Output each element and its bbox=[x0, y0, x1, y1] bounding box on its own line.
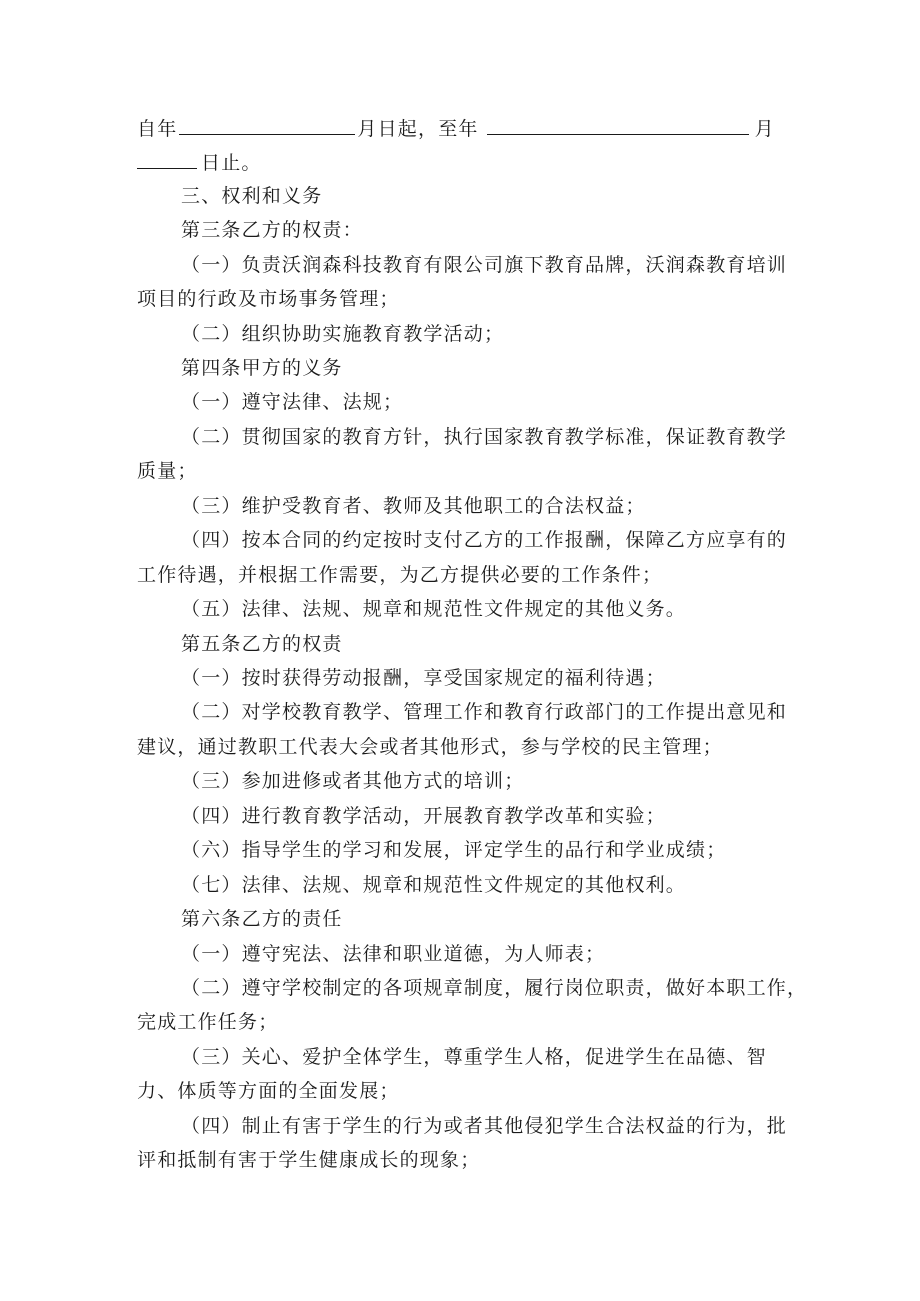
clause-text: （一）负责沃润森科技教育有限公司旗下教育品牌，沃润森教育培训 bbox=[181, 254, 788, 276]
term-line bbox=[137, 116, 775, 141]
clause-text: （二）遵守学校制定的各项规章制度，履行岗位职责，做好本职工作， bbox=[181, 977, 808, 999]
clause-text: （一）遵守宪法、法律和职业道德，为人师表； bbox=[181, 943, 606, 965]
clause-text: （三）关心、爱护全体学生，尊重学生人格，促进学生在品德、智 bbox=[181, 1046, 767, 1068]
clause-text: （一）遵守法律、法规； bbox=[181, 391, 404, 413]
clause-text: （三）维护受教育者、教师及其他职工的合法权益； bbox=[181, 495, 646, 517]
from-year-text: 自年 bbox=[137, 118, 178, 140]
article-heading: 第六条乙方的责任 bbox=[181, 908, 343, 930]
clause-text: （二）对学校教育教学、管理工作和教育行政部门的工作提出意见和 bbox=[181, 701, 788, 723]
clause-text: （一）按时获得劳动报酬，享受国家规定的福利待遇； bbox=[181, 667, 666, 689]
month-day-from-text: 月日起，至年 bbox=[357, 118, 479, 140]
article-heading: 第四条甲方的义务 bbox=[181, 357, 343, 379]
clause-text: 完成工作任务； bbox=[137, 1011, 279, 1033]
month-text: 月 bbox=[754, 118, 775, 140]
clause-text: （三）参加进修或者其他方式的培训； bbox=[181, 770, 525, 792]
end-day-blank[interactable] bbox=[137, 150, 197, 169]
clause-text: （四）制止有害于学生的行为或者其他侵犯学生合法权益的行为，批 bbox=[181, 1115, 788, 1137]
clause-text: （二）贯彻国家的教育方针，执行国家教育教学标准，保证教育教学 bbox=[181, 426, 788, 448]
clause-text: 建议，通过教职工代表大会或者其他形式，参与学校的民主管理； bbox=[137, 736, 723, 758]
article-heading: 第三条乙方的权责： bbox=[181, 219, 363, 241]
clause-text: （五）法律、法规、规章和规范性文件规定的其他义务。 bbox=[181, 598, 687, 620]
clause-text: （六）指导学生的学习和发展，评定学生的品行和学业成绩； bbox=[181, 839, 727, 861]
clause-text: （四）按本合同的约定按时支付乙方的工作报酬，保障乙方应享有的 bbox=[181, 529, 788, 551]
clause-text: 评和抵制有害于学生健康成长的现象； bbox=[137, 1149, 481, 1171]
clause-text: 力、体质等方面的全面发展； bbox=[137, 1080, 400, 1102]
clause-text: 质量； bbox=[137, 460, 198, 482]
section-heading: 三、权利和义务 bbox=[181, 185, 323, 207]
article-heading: 第五条乙方的权责 bbox=[181, 633, 343, 655]
clause-text: （七）法律、法规、规章和规范性文件规定的其他权利。 bbox=[181, 874, 687, 896]
clause-text: 工作待遇，并根据工作需要，为乙方提供必要的工作条件； bbox=[137, 564, 663, 586]
day-end-text: 日止。 bbox=[201, 152, 262, 174]
end-year-blank[interactable] bbox=[487, 116, 749, 135]
clause-text: （四）进行教育教学活动，开展教育教学改革和实验； bbox=[181, 805, 666, 827]
term-line-end bbox=[137, 150, 262, 175]
clause-text: 项目的行政及市场事务管理； bbox=[137, 288, 400, 310]
start-year-blank[interactable] bbox=[179, 116, 355, 135]
clause-text: （二）组织协助实施教育教学活动； bbox=[181, 323, 505, 345]
